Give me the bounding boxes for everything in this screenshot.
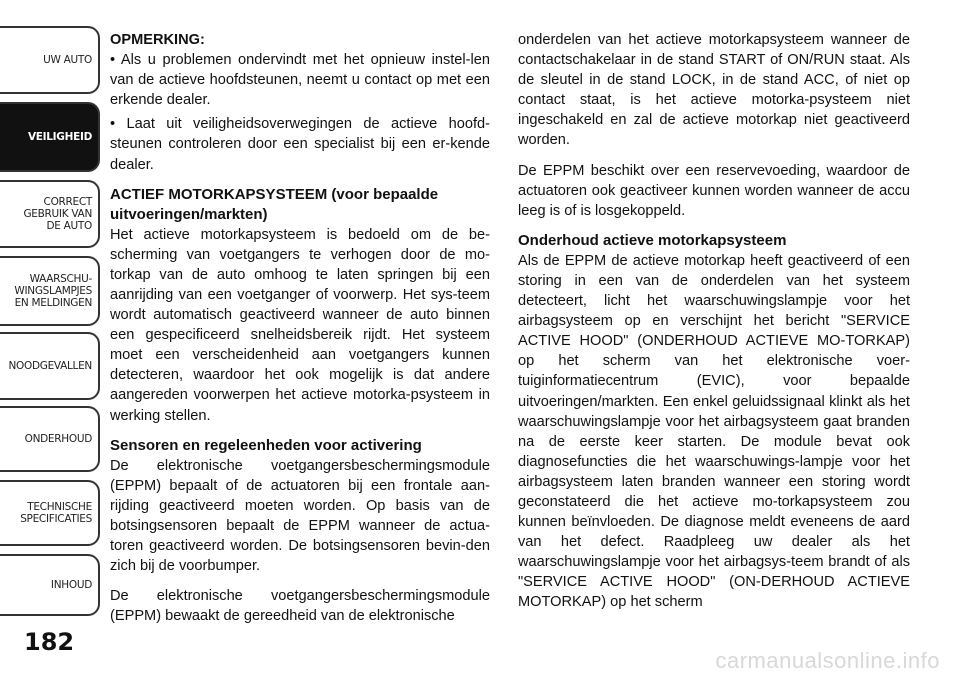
tab-noodgevallen[interactable] [0,332,100,400]
tab-label: INHOUD [50,579,92,591]
tab-label: CORRECT GEBRUIK VAN DE AUTO [23,196,92,232]
tab-label: NOODGEVALLEN [8,360,92,372]
tab-technische-specificaties[interactable] [0,480,100,546]
tab-label: TECHNISCHE SPECIFICATIES [20,501,92,525]
section-heading: ACTIEF MOTORKAPSYSTEEM (voor bepaalde uitvoeringen/markten) [110,185,439,223]
body-paragraph: De elektronische voetgangersbeschermingsmodule (EPPM) bepaalt of de actuatoren bij een frontale aan-rijding geactiveerd moeten worden. Op basis van de botsingsensoren bepaalt de EPPM wanneer de actua-toren geactiveerd worden. De botsingsensoren bevin-den zich bij de voorbumper. [110,457,490,575]
tab-label: ONDERHOUD [24,433,92,445]
tab-label: WAARSCHU- WINGSLAMPJES EN MELDINGEN [14,273,92,309]
watermark: carmanualsonline.info [715,648,940,673]
body-paragraph: Als de EPPM de actieve motorkap heeft geactiveerd of een storing in een van de onderdelen van het systeem detecteert, licht het waarschuwingslampje voor het airbagsysteem op en verschijnt het bericht "SERVICE ACTIVE HOOD" (ONDERHOUD ACTIEVE MO-TORKAP) op het scherm van het elektronische voer-tuiginformatiecentrum (EVIC), voor bepaalde uitvoeringen/markten. Een enkel geluidssignaal klinkt als het waarschuwingslampje voor het airbagsysteem gaat branden na de eerste keer starten. De module bevat ook diagnosefuncties die het waarschuwings-lampje voor het airbagsysteem laten branden wanneer een storing wordt geconstateerd die het actieve mo-torkapsysteem zou kunnen beïnvloeden. De diagnose meldt eveneens de aard van het defect. Raadpleeg uw dealer als het waarschuwingslampje voor het airbagsys-teem brandt of als "SERVICE ACTIVE HOOD" (ON-DERHOUD ACTIEVE MOTORKAP) op het scherm [518,252,910,611]
body-paragraph: Het actieve motorkapsysteem is bedoeld om de be-scherming van voetgangers te verhogen door de mo-torkap van de auto omhoog te laten springen bij een aanrijding van een voetganger of voorwerp. Het sys-teem wordt automatisch geactiveerd wanneer de auto binnen een gespecificeerd snelheidsbereik rijdt. Het systeem moet een verscheidenheid aan voetgangers kunnen detecteren, waardoor het ook mogelijk is dat andere aangereden voorwerpen het actieve motorka-psysteem in werking stellen. [110,226,490,424]
tab-label: VEILIGHEID [27,131,92,143]
page-number: 182 [24,628,75,656]
note-item: • Als u problemen ondervindt met het opnieuw instel-len van de actieve hoofdsteunen, neemt u contact op met een erkende dealer. [110,52,490,109]
right-column [518,30,910,623]
tab-uw-auto[interactable] [0,26,100,94]
tab-onderhoud[interactable] [0,406,100,472]
tab-label: UW AUTO [43,54,92,66]
left-column [110,30,490,636]
subsection-heading: Onderhoud actieve motorkapsysteem [518,231,787,249]
note-title: OPMERKING: [110,32,205,48]
tab-veiligheid[interactable] [0,102,100,172]
tab-inhoud[interactable] [0,554,100,616]
body-paragraph: De elektronische voetgangersbeschermingsmodule (EPPM) bewaakt de gereedheid van de elektronische [110,588,490,625]
tab-correct-gebruik[interactable] [0,180,100,248]
tab-waarschuwingslampjes[interactable] [0,256,100,326]
subsection-heading: Sensoren en regeleenheden voor activering [110,436,422,454]
body-paragraph: De EPPM beschikt over een reservevoeding, waardoor de actuatoren ook geactiveer kunnen worden wanneer de accu leeg is of is losgekoppeld. [518,162,910,219]
body-paragraph: onderdelen van het actieve motorkapsysteem wanneer de contactschakelaar in de stand START of ON/RUN staat. Als de sleutel in de stand LOCK, in de stand ACC, of niet op contact staat, is het actieve motorka-psysteem niet ingeschakeld en zal de actieve motorkap niet geactiveerd worden. [518,32,910,149]
note-item: • Laat uit veiligheidsoverwegingen de actieve hoofd-steunen controleren door een specialist bij een er-kende dealer. [110,116,490,173]
